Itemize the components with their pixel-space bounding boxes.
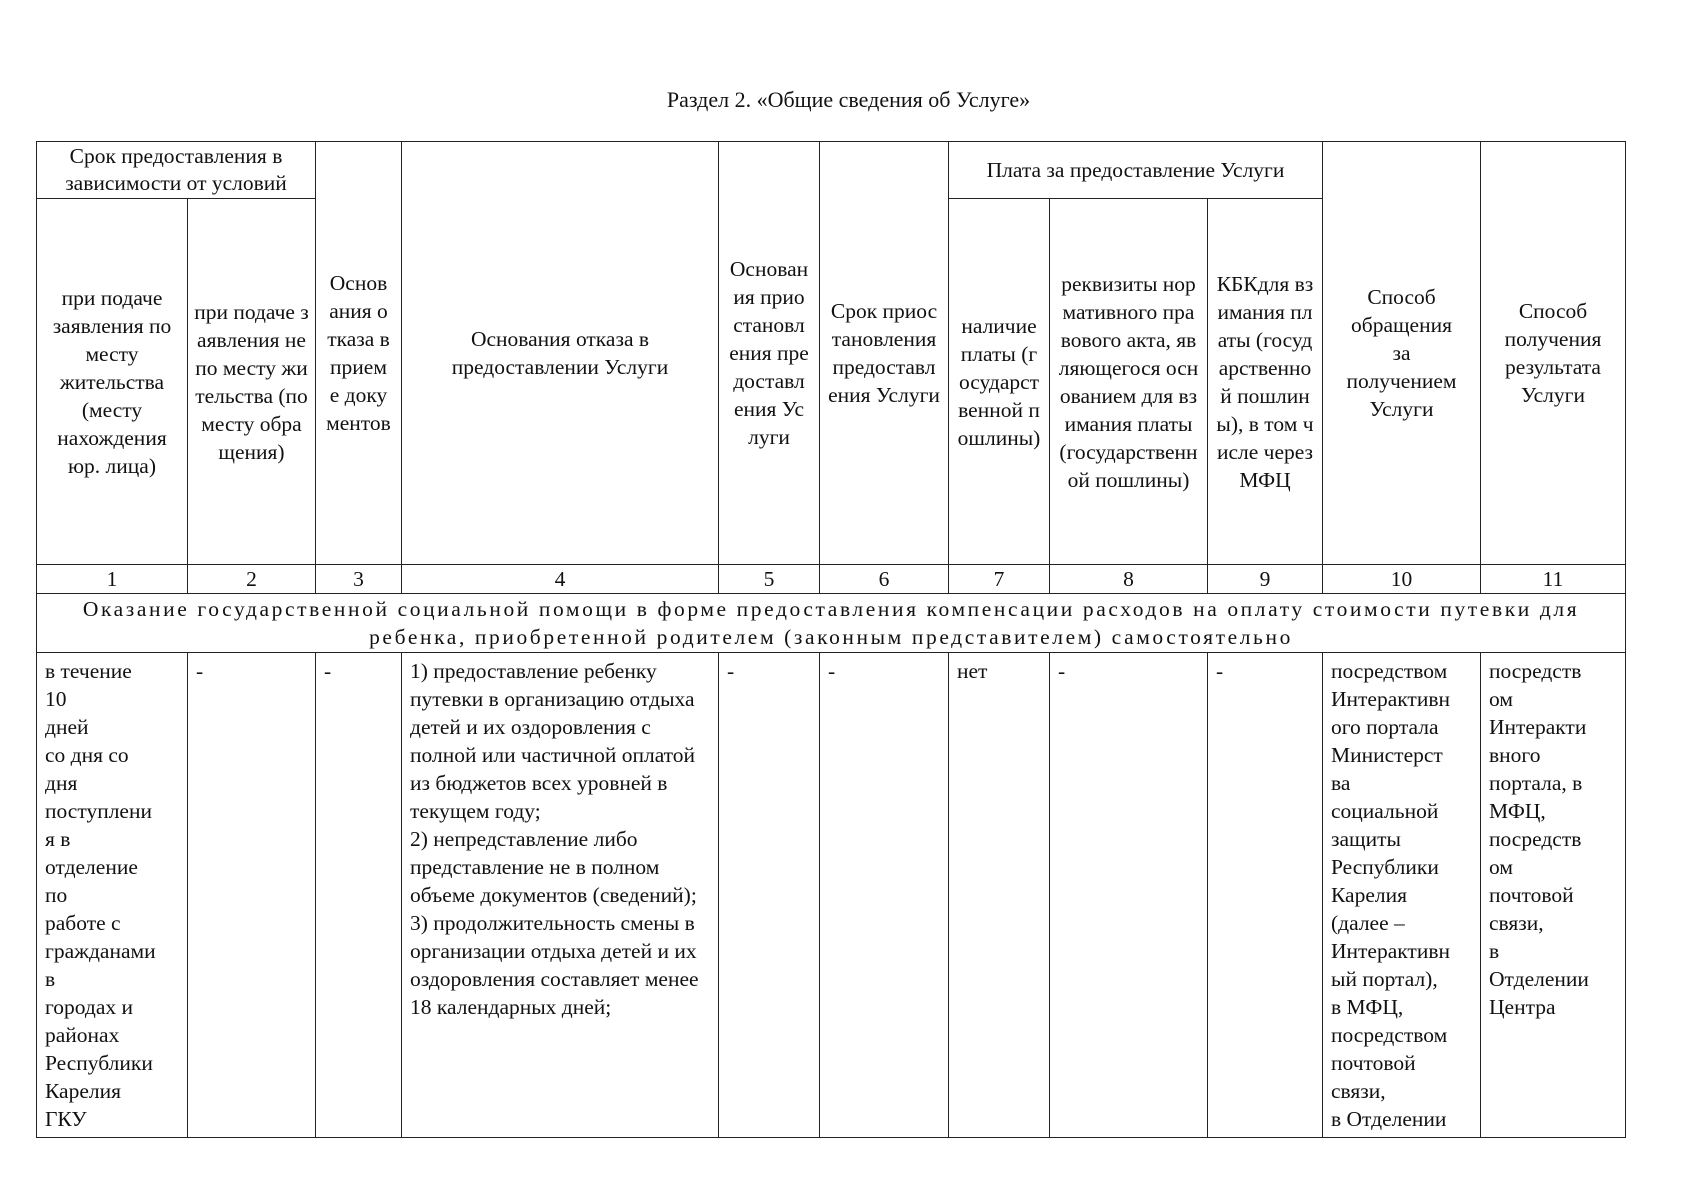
service-info-table — [36, 141, 1626, 1138]
cell-fee-act: - — [1050, 653, 1208, 1138]
cell-refusal-acceptance: - — [316, 653, 402, 1138]
column-number-row — [37, 565, 1626, 594]
header-col7: наличие платы (государственной пошлины) — [949, 199, 1050, 565]
cell-refusal-service: 1) предоставление ребенку путевки в организацию отдыха детей и их оздоровления с полной или частичной оплатой из бюджетов всех уровней в текущем году; 2) непредставление либо представление не в полном объеме документов (сведений); 3) продолжительность смены в организации отдыха детей и их оздоровления составляет менее 18 календарных дней; — [402, 653, 719, 1138]
column-number: 10 — [1323, 565, 1481, 594]
column-number: 5 — [719, 565, 820, 594]
column-number: 2 — [188, 565, 316, 594]
cell-suspension-term: - — [820, 653, 949, 1138]
section-title: Оказание государственной социальной помощи в форме предоставления компенсации расходов на оплату стоимости путевки для ребенка, приобретенной родителем (законным представителем) самостоятельно — [37, 594, 1626, 653]
column-number: 7 — [949, 565, 1050, 594]
header-col4: Основания отказа в предоставлении Услуги — [402, 142, 719, 565]
page-title: Раздел 2. «Общие сведения об Услуге» — [666, 87, 1031, 112]
header-term-group: Срок предоставления в зависимости от условий — [37, 142, 316, 199]
header-col5: Основания приостановления предоставления Услуги — [719, 142, 820, 565]
header-col9: КБКдля взимания платы (государственной пошлины), в том числе через МФЦ — [1208, 199, 1323, 565]
column-number: 11 — [1481, 565, 1626, 594]
header-col10: Способ обращения за получением Услуги — [1323, 142, 1481, 565]
header-col2: при подаче заявления не по месту жительства (по месту обращения) — [188, 199, 316, 565]
column-number: 9 — [1208, 565, 1323, 594]
header-col1: при подаче заявления по месту жительства (месту нахождения юр. лица) — [37, 199, 188, 565]
cell-term-residence: в течение 10 дней со дня со дня поступлени я в отделение по работе с гражданами в городах и районах Республики Карелия ГКУ — [37, 653, 188, 1138]
cell-term-not-residence: - — [188, 653, 316, 1138]
column-number: 1 — [37, 565, 188, 594]
header-col3: Основания отказа в приеме документов — [316, 142, 402, 565]
cell-fee-presence: нет — [949, 653, 1050, 1138]
column-number: 4 — [402, 565, 719, 594]
column-number: 6 — [820, 565, 949, 594]
cell-suspension-grounds: - — [719, 653, 820, 1138]
column-number: 8 — [1050, 565, 1208, 594]
cell-apply-method: посредством Интерактивн ого портала Министерст ва социальной защиты Республики Карелия (далее – Интерактивн ый портал), в МФЦ, посредством почтовой связи, в Отделении — [1323, 653, 1481, 1138]
cell-fee-kbk: - — [1208, 653, 1323, 1138]
column-number: 3 — [316, 565, 402, 594]
header-col6: Срок приостановления предоставления Услуги — [820, 142, 949, 565]
header-fee-group: Плата за предоставление Услуги — [949, 142, 1323, 199]
header-col11: Способ получения результата Услуги — [1481, 142, 1626, 565]
cell-result-method: посредств ом Интеракти вного портала, в МФЦ, посредств ом почтовой связи, в Отделении Центра — [1481, 653, 1626, 1138]
table-row — [37, 653, 1626, 1138]
header-col8: реквизиты нормативного правового акта, являющегося основанием для взимания платы (государственной пошлины) — [1050, 199, 1208, 565]
